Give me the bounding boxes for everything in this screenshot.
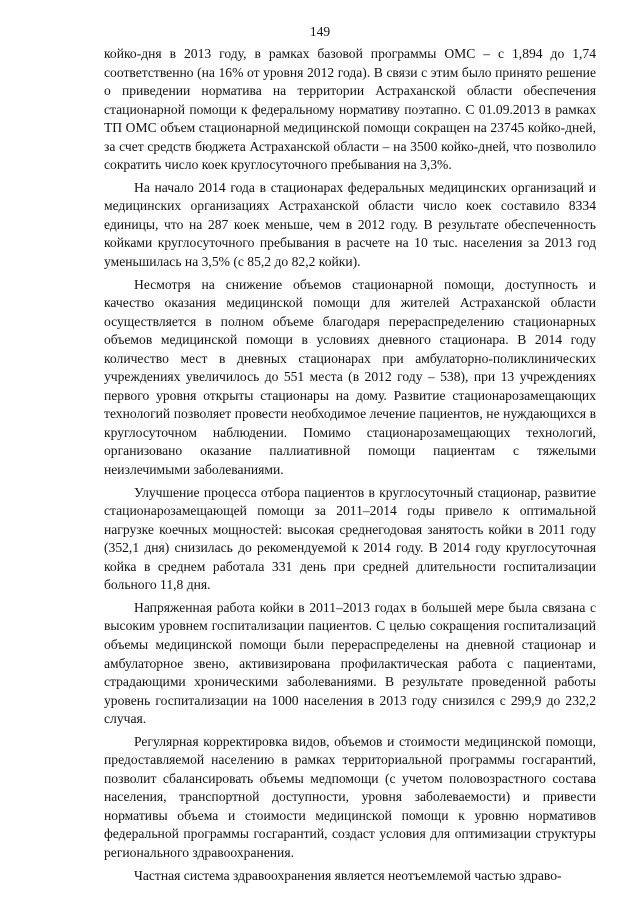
- paragraph-5: Напряженная работа койки в 2011–2013 годах в большей мере была связана с высоким уровнем госпитализации пациентов. С целью сокращения госпитализаций объемы медицинской помощи были перераспределены на дневной стационар и амбулаторное звено, активизирована профилактическая работа с пациентами, страдающими хроническими заболеваниями. В результате проведенной работы уровень госпитализации на 1000 населения в 2013 году снизился с 299,9 до 232,2 случая.: [104, 599, 596, 727]
- paragraph-3: Несмотря на снижение объемов стационарной помощи, доступность и качество оказания медицинской помощи для жителей Астраханской области осуществляется в полном объеме благодаря перераспределению стационарных объемов медицинской помощи в условиях дневного стационара. В 2014 году количество мест в дневных стационарах при амбулаторно-поликлинических учреждениях увеличилось до 551 места (в 2012 году – 538), при 13 учреждениях первого уровня открыты стационары на дому. Развитие стационарозамещающих технологий позволяет провести необходимое лечение пациентов, не нуждающихся в круглосуточном наблюдении. Помимо стационарозамещающих технологий, организовано оказание паллиативной помощи пациентам с тяжелыми неизлечимыми заболеваниями.: [104, 276, 596, 478]
- body-text: [104, 45, 596, 889]
- paragraph-4: Улучшение процесса отбора пациентов в круглосуточный стационар, развитие стационарозамещающей помощи за 2011–2014 годы привело к оптимальной нагрузке коечных мощностей: высокая среднегодовая занятость койки в 2011 году (352,1 дня) снизилась до рекомендуемой к 2014 году. В 2014 году круглосуточная койка в среднем работала 331 день при средней длительности госпитализации больного 11,8 дня.: [104, 484, 596, 593]
- paragraph-2: На начало 2014 года в стационарах федеральных медицинских организаций и медицинских организациях Астраханской области число коек составило 8334 единицы, что на 287 коек меньше, чем в 2012 году. В результате обеспеченность койками круглосуточного пребывания в расчете на 10 тыс. населения за 2013 год уменьшилась на 3,5% (с 85,2 до 82,2 койки).: [104, 179, 596, 270]
- paragraph-7: Частная система здравоохранения является неотъемлемой частью здраво-: [134, 867, 562, 883]
- page-number: 149: [309, 24, 331, 39]
- paragraph-1: койко-дня в 2013 году, в рамках базовой программы ОМС – с 1,894 до 1,74 соответственно (на 16% от уровня 2012 года). В связи с этим было принято решение о приведении норматива на территории Астраханской области обеспечения стационарной помощи к федеральному нормативу поэтапно. С 01.09.2013 в рамках ТП ОМС объем стационарной медицинской помощи сокращен на 23745 койко-дней, за счет средств бюджета Астраханской области – на 3500 койко-дней, что позволило сократить число коек круглосуточного пребывания на 3,3%.: [104, 46, 596, 173]
- paragraph-6: Регулярная корректировка видов, объемов и стоимости медицинской помощи, предоставляемой населению в рамках территориальной программы госгарантий, позволит сбалансировать объемы медпомощи (с учетом половозрастного состава населения, транспортной доступности, уровня заболеваемости) и привести нормативы объема и стоимости медицинской помощи к уровню нормативов федеральной программы госгарантий, создаст условия для оптимизации структуры регионального здравоохранения.: [104, 733, 596, 860]
